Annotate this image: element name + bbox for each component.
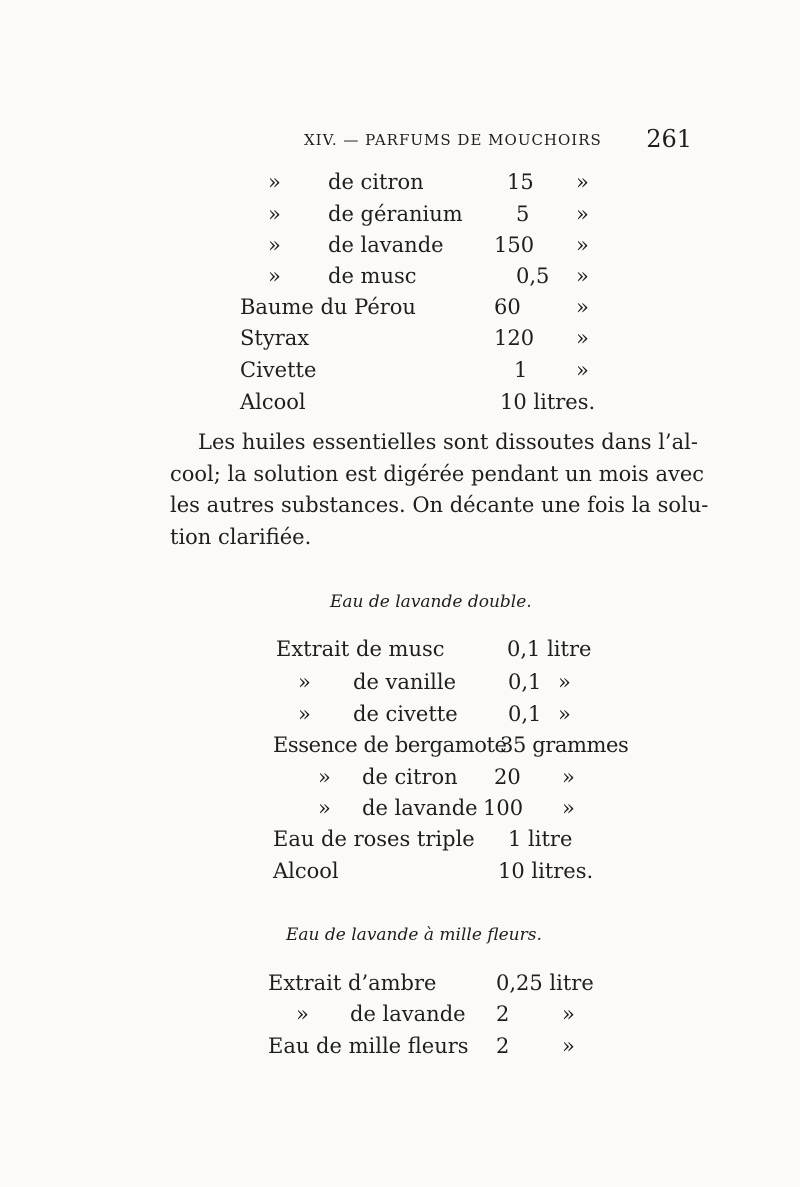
- paragraph-line: cool; la solution est digérée pendant un mois avec: [170, 461, 705, 486]
- ingredient-quantity: 35 grammes: [500, 733, 629, 757]
- ingredient-name: Alcool: [240, 390, 306, 414]
- ingredient-name: de citron: [328, 170, 424, 194]
- ingredient-quantity: 20: [494, 765, 521, 789]
- table-row: [0, 1030, 800, 1062]
- unit-ditto: »: [558, 670, 571, 694]
- table-row: [0, 855, 800, 887]
- ingredient-quantity: 1 litre: [508, 827, 573, 851]
- ingredient-quantity: 120: [494, 326, 535, 350]
- ingredient-quantity: 60: [494, 295, 521, 319]
- table-row: [0, 198, 800, 230]
- unit-ditto: »: [576, 170, 589, 194]
- table-row: [0, 823, 800, 855]
- ditto-mark: »: [268, 202, 281, 226]
- ingredient-name: Eau de mille fleurs: [268, 1034, 469, 1058]
- ingredient-name: Essence de bergamote: [273, 733, 507, 757]
- unit-ditto: »: [558, 702, 571, 726]
- paragraph-line: tion clarifiée.: [170, 524, 312, 549]
- ingredient-quantity: 5: [516, 202, 530, 226]
- page-header: [300, 125, 700, 155]
- ingredient-quantity: 0,1 litre: [507, 637, 592, 661]
- table-row: [0, 967, 800, 999]
- recipe-title: Eau de lavande double.: [330, 592, 532, 612]
- ingredient-quantity: 10 litres.: [500, 390, 596, 414]
- table-row: [0, 229, 800, 261]
- ingredient-quantity: 150: [494, 233, 535, 257]
- ditto-mark: »: [268, 170, 281, 194]
- ingredient-quantity: 2: [496, 1002, 510, 1026]
- ingredient-name: de lavande: [328, 233, 444, 257]
- table-row: [0, 729, 800, 761]
- ingredient-quantity: 2: [496, 1034, 510, 1058]
- ditto-mark: »: [318, 796, 331, 820]
- unit-ditto: »: [576, 233, 589, 257]
- ingredient-name: de citron: [362, 765, 458, 789]
- ingredient-quantity: 0,1: [508, 670, 542, 694]
- table-row: [0, 386, 800, 418]
- ingredient-quantity: 1: [514, 358, 528, 382]
- ditto-mark: »: [296, 1002, 309, 1026]
- unit-ditto: »: [562, 765, 575, 789]
- unit-ditto: »: [576, 295, 589, 319]
- ingredient-quantity: 0,1: [508, 702, 542, 726]
- running-title: XIV. — PARFUMS DE MOUCHOIRS: [304, 131, 602, 149]
- unit-ditto: »: [576, 264, 589, 288]
- table-row: [0, 998, 800, 1030]
- table-row: [0, 792, 800, 824]
- body-paragraph: [170, 427, 709, 553]
- ingredient-name: Extrait de musc: [276, 637, 445, 661]
- ingredient-quantity: 0,25 litre: [496, 971, 594, 995]
- paragraph-line: Les huiles essentielles sont dissoutes dans l’al-: [198, 430, 698, 454]
- unit-ditto: »: [562, 1034, 575, 1058]
- ditto-mark: »: [268, 264, 281, 288]
- ingredient-quantity: 10 litres.: [498, 859, 594, 883]
- table-row: [0, 633, 800, 665]
- ingredient-name: de vanille: [353, 670, 457, 694]
- unit-ditto: »: [562, 1002, 575, 1026]
- page-number: 261: [646, 125, 692, 153]
- ingredient-name: Extrait d’ambre: [268, 971, 437, 995]
- table-row: [0, 761, 800, 793]
- table-row: [0, 322, 800, 354]
- ditto-mark: »: [298, 702, 311, 726]
- paragraph-line: les autres substances. On décante une fois la solu-: [170, 493, 709, 517]
- recipe-title: Eau de lavande à mille fleurs.: [286, 925, 542, 945]
- ingredient-name: Baume du Pérou: [240, 295, 416, 319]
- ingredient-name: de géranium: [328, 202, 463, 226]
- table-row: [0, 666, 800, 698]
- ingredient-name: Styrax: [240, 326, 310, 350]
- ingredient-name: de lavande: [362, 796, 478, 820]
- table-row: [0, 291, 800, 323]
- ingredient-name: de civette: [353, 702, 458, 726]
- unit-ditto: »: [576, 326, 589, 350]
- unit-ditto: »: [576, 202, 589, 226]
- table-row: [0, 354, 800, 386]
- table-row: [0, 698, 800, 730]
- ingredient-name: Eau de roses triple: [273, 827, 475, 851]
- ditto-mark: »: [318, 765, 331, 789]
- table-row: [0, 166, 800, 198]
- ingredient-name: de musc: [328, 264, 417, 288]
- ingredient-quantity: 100: [483, 796, 524, 820]
- unit-ditto: »: [562, 796, 575, 820]
- unit-ditto: »: [576, 358, 589, 382]
- ditto-mark: »: [298, 670, 311, 694]
- ingredient-name: de lavande: [350, 1002, 466, 1026]
- ingredient-quantity: 15: [507, 170, 534, 194]
- table-row: [0, 260, 800, 292]
- ditto-mark: »: [268, 233, 281, 257]
- ingredient-name: Civette: [240, 358, 317, 382]
- ingredient-name: Alcool: [273, 859, 339, 883]
- ingredient-quantity: 0,5: [516, 264, 550, 288]
